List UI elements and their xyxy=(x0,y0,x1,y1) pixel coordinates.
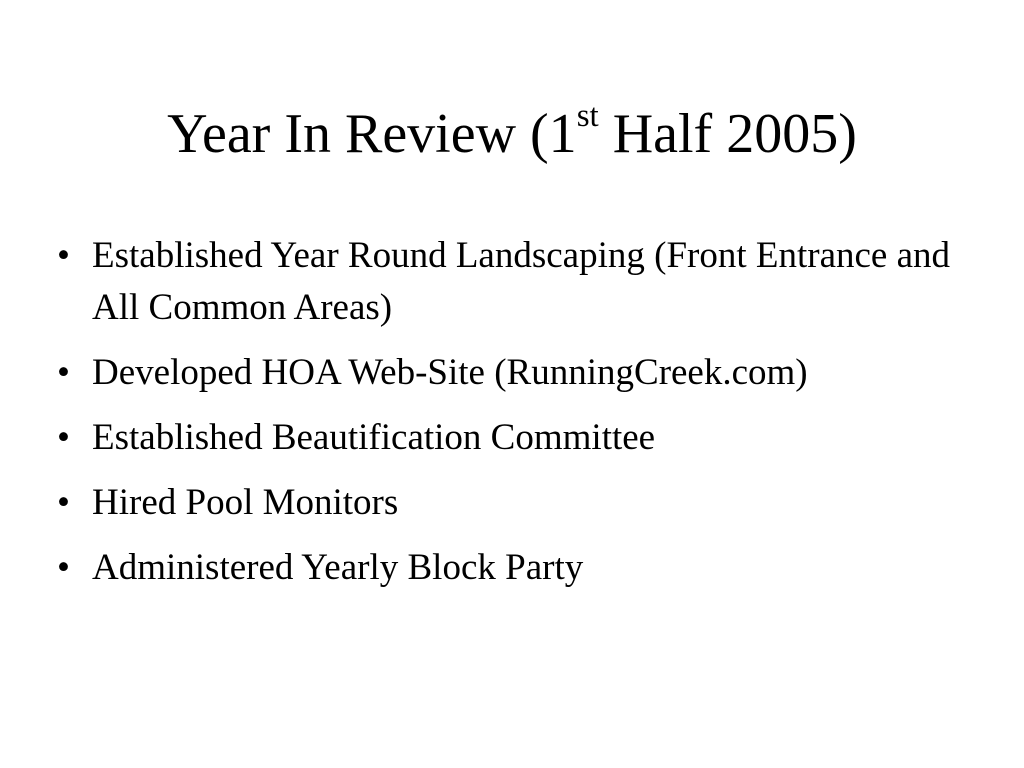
bullet-icon: • xyxy=(57,547,70,588)
bullet-item xyxy=(57,230,987,334)
title-text-main: Year In Review (1 xyxy=(167,103,577,165)
bullet-icon: • xyxy=(57,235,70,276)
bullet-icon: • xyxy=(57,482,70,523)
bullet-item xyxy=(57,542,987,594)
bullet-item xyxy=(57,477,987,529)
bullet-icon: • xyxy=(57,417,70,458)
bullet-icon: • xyxy=(57,352,70,393)
bullet-item xyxy=(57,347,987,399)
slide-title xyxy=(0,98,1024,170)
bullet-list xyxy=(57,230,987,607)
bullet-item xyxy=(57,412,987,464)
bullet-text: Established Beautification Committee xyxy=(92,417,656,458)
bullet-text: Developed HOA Web-Site (RunningCreek.com) xyxy=(92,352,808,393)
title-ordinal-superscript: st xyxy=(576,98,599,135)
title-text-rest: Half 2005) xyxy=(598,103,857,165)
bullet-text: Established Year Round Landscaping (Front Entrance and All Common Areas) xyxy=(92,235,951,328)
bullet-text: Administered Yearly Block Party xyxy=(92,547,584,588)
bullet-text: Hired Pool Monitors xyxy=(92,482,399,523)
